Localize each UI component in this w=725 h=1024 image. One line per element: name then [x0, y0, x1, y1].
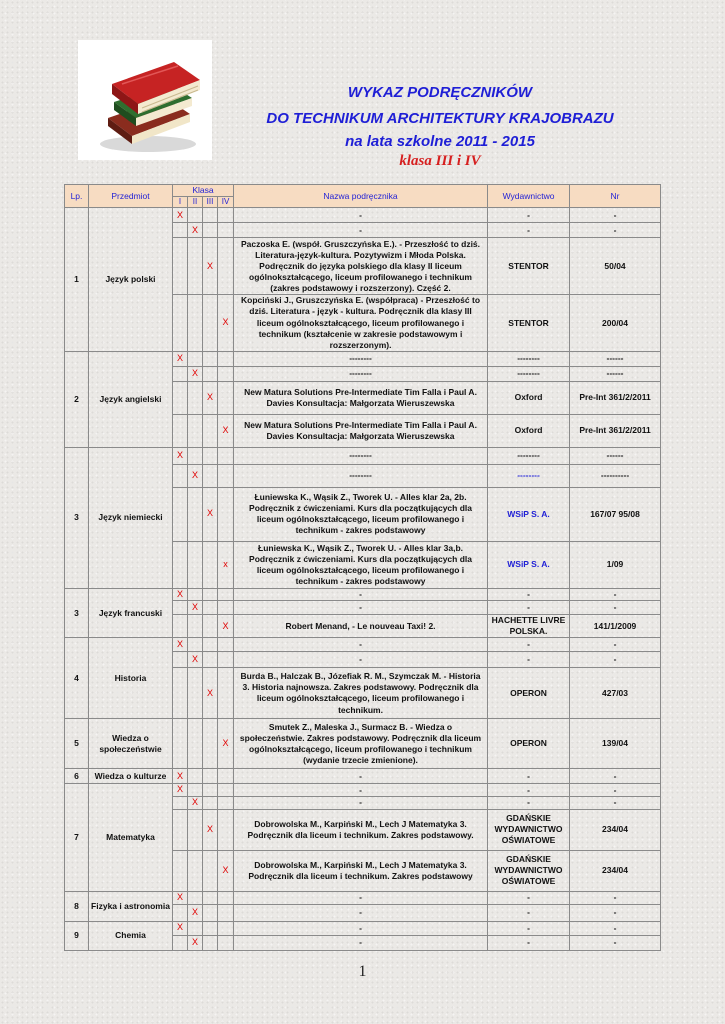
klasa-1-mark [173, 904, 188, 921]
book-title: - [234, 904, 488, 921]
row-subject: Język polski [89, 208, 173, 351]
klasa-1-mark: X [173, 351, 188, 366]
klasa-2-mark [188, 921, 203, 935]
klasa-1-mark [173, 809, 188, 850]
klasa-3-mark [203, 464, 218, 487]
klasa-3-mark [203, 797, 218, 810]
approval-number: 141/1/2009 [570, 615, 661, 638]
book-title: Kopciński J., Gruszczyńska E. (współpraca) - Przeszłość to dziś. Literatura - język - kultura. Podręcznik dla klasy III liceum ogólnokształcącego, liceum profilowanego i technikum (kształcenie w zakresie podstawowym i rozszerzonym). [234, 295, 488, 351]
page-number: 1 [358, 963, 367, 980]
klasa-2-mark: X [188, 797, 203, 810]
klasa-3-mark [203, 208, 218, 223]
klasa-4-mark [218, 351, 234, 366]
klasa-4-mark [218, 921, 234, 935]
publisher: -------- [488, 447, 570, 464]
row-subject: Fizyka i astronomia [89, 891, 173, 921]
klasa-1-mark [173, 487, 188, 541]
klasa-4-mark: X [218, 719, 234, 769]
table-row [65, 719, 661, 769]
klasa-2-mark: X [188, 366, 203, 381]
klasa-2-mark [188, 208, 203, 223]
publisher: Oxford [488, 381, 570, 414]
klasa-2-mark [188, 414, 203, 447]
row-lp: 8 [65, 891, 89, 921]
row-lp: 3 [65, 447, 89, 588]
klasa-4-mark [218, 809, 234, 850]
klasa-4-mark [218, 784, 234, 797]
books-logo [78, 40, 212, 160]
approval-number: 200/04 [570, 295, 661, 351]
klasa-1-mark [173, 850, 188, 891]
publisher: - [488, 208, 570, 223]
klasa-4-mark [218, 601, 234, 615]
book-title: -------- [234, 464, 488, 487]
publisher: WSiP S. A. [488, 487, 570, 541]
publisher: WSiP S. A. [488, 541, 570, 588]
col-przedmiot: Przedmiot [89, 185, 173, 208]
row-subject: Język francuski [89, 588, 173, 638]
klasa-3-mark [203, 366, 218, 381]
book-title: - [234, 652, 488, 668]
row-subject: Chemia [89, 921, 173, 950]
book-title: - [234, 769, 488, 784]
klasa-2-mark [188, 615, 203, 638]
klasa-3-mark: X [203, 238, 218, 295]
klasa-4-mark [218, 464, 234, 487]
klasa-3-mark [203, 921, 218, 935]
klasa-4-mark [218, 588, 234, 601]
publisher: - [488, 935, 570, 950]
publisher: - [488, 891, 570, 904]
klasa-4-mark [218, 668, 234, 719]
klasa-1-mark: X [173, 784, 188, 797]
book-title: Łuniewska K., Wąsik Z., Tworek U. - Alles klar 3a,b. Podręcznik z ćwiczeniami. Kurs dla początkujących dla liceum ogólnokształcącego, liceum profilowanego i technikum - zakres podstawowy [234, 541, 488, 588]
klasa-2-mark [188, 295, 203, 351]
row-lp: 2 [65, 351, 89, 447]
book-title: -------- [234, 366, 488, 381]
approval-number: - [570, 797, 661, 810]
klasa-3-mark [203, 223, 218, 238]
approval-number: ------ [570, 366, 661, 381]
table-row [65, 638, 661, 652]
publisher: - [488, 223, 570, 238]
klasa-4-mark [218, 935, 234, 950]
klasa-4-mark [218, 208, 234, 223]
publisher: - [488, 638, 570, 652]
row-subject: Historia [89, 638, 173, 719]
publisher: - [488, 769, 570, 784]
approval-number: Pre-Int 361/2/2011 [570, 381, 661, 414]
col-nazwa: Nazwa podręcznika [234, 185, 488, 208]
publisher: - [488, 652, 570, 668]
klasa-3-mark [203, 935, 218, 950]
book-title: New Matura Solutions Pre-Intermediate Tim Falla i Paul A. Davies Konsultacja: Małgorzata Wieruszewska [234, 414, 488, 447]
klasa-2-mark: X [188, 652, 203, 668]
klasa-4-mark [218, 487, 234, 541]
klasa-2-mark [188, 850, 203, 891]
col-klasa: Klasa [173, 185, 234, 197]
klasa-2-mark [188, 238, 203, 295]
table-row [65, 891, 661, 904]
textbook-table [64, 184, 661, 951]
book-title: -------- [234, 351, 488, 366]
klasa-3-mark [203, 850, 218, 891]
klasa-1-mark [173, 541, 188, 588]
klasa-4-mark: X [218, 615, 234, 638]
klasa-4-mark [218, 797, 234, 810]
klasa-1-mark [173, 366, 188, 381]
klasa-2-mark [188, 588, 203, 601]
klasa-4-mark: X [218, 850, 234, 891]
row-subject: Matematyka [89, 784, 173, 891]
klasa-2-mark [188, 784, 203, 797]
approval-number: 427/03 [570, 668, 661, 719]
approval-number: - [570, 652, 661, 668]
klasa-4-mark [218, 638, 234, 652]
klasa-2-mark [188, 447, 203, 464]
col-wydawnictwo: Wydawnictwo [488, 185, 570, 208]
row-subject: Język niemiecki [89, 447, 173, 588]
approval-number: ------ [570, 351, 661, 366]
col-lp: Lp. [65, 185, 89, 208]
row-lp: 9 [65, 921, 89, 950]
publisher: STENTOR [488, 238, 570, 295]
klasa-2-mark: X [188, 223, 203, 238]
table-row [65, 769, 661, 784]
approval-number: - [570, 769, 661, 784]
klasa-1-mark: X [173, 447, 188, 464]
klasa-4-mark [218, 891, 234, 904]
publisher: OPERON [488, 719, 570, 769]
title-line-3: na lata szkolne 2011 - 2015 [345, 133, 535, 150]
klasa-3-mark [203, 719, 218, 769]
publisher: - [488, 904, 570, 921]
publisher: -------- [488, 366, 570, 381]
book-title: - [234, 208, 488, 223]
book-title: - [234, 797, 488, 810]
title-line-4: klasa III i IV [399, 153, 481, 169]
publisher: -------- [488, 351, 570, 366]
klasa-1-mark: X [173, 638, 188, 652]
klasa-2-mark: X [188, 904, 203, 921]
klasa-4-mark [218, 904, 234, 921]
klasa-3-mark [203, 414, 218, 447]
approval-number: - [570, 784, 661, 797]
publisher: - [488, 601, 570, 615]
approval-number: ---------- [570, 464, 661, 487]
klasa-3-mark [203, 652, 218, 668]
row-lp: 3 [65, 588, 89, 638]
row-lp: 5 [65, 719, 89, 769]
approval-number: - [570, 638, 661, 652]
publisher: - [488, 921, 570, 935]
klasa-2-mark [188, 638, 203, 652]
approval-number: 167/07 95/08 [570, 487, 661, 541]
row-subject: Wiedza o kulturze [89, 769, 173, 784]
klasa-3-mark [203, 891, 218, 904]
row-lp: 1 [65, 208, 89, 351]
klasa-1-mark: X [173, 588, 188, 601]
klasa-1-mark: X [173, 921, 188, 935]
klasa-4-mark [218, 381, 234, 414]
col-klasa-3: III [203, 197, 218, 208]
approval-number: - [570, 891, 661, 904]
klasa-2-mark [188, 719, 203, 769]
klasa-4-mark: X [218, 295, 234, 351]
approval-number: - [570, 223, 661, 238]
klasa-4-mark [218, 238, 234, 295]
klasa-1-mark [173, 935, 188, 950]
approval-number: - [570, 935, 661, 950]
klasa-3-mark [203, 601, 218, 615]
klasa-2-mark [188, 381, 203, 414]
klasa-1-mark [173, 797, 188, 810]
book-title: - [234, 223, 488, 238]
klasa-2-mark: X [188, 601, 203, 615]
book-title: - [234, 891, 488, 904]
approval-number: - [570, 588, 661, 601]
klasa-3-mark [203, 769, 218, 784]
publisher: - [488, 784, 570, 797]
table-row [65, 784, 661, 797]
title-line-2: DO TECHNIKUM ARCHITEKTURY KRAJOBRAZU [266, 110, 614, 127]
klasa-2-mark [188, 769, 203, 784]
book-title: Łuniewska K., Wąsik Z., Tworek U. - Alles klar 2a, 2b. Podręcznik z ćwiczeniami. Kurs dla początkujących dla liceum ogólnokształcącego, liceum profilowanego i technikum - zakres podstawowy [234, 487, 488, 541]
publisher: - [488, 797, 570, 810]
approval-number: 139/04 [570, 719, 661, 769]
book-title: New Matura Solutions Pre-Intermediate Tim Falla i Paul A. Davies Konsultacja: Małgorzata Wieruszewska [234, 381, 488, 414]
book-title: Smutek Z., Maleska J., Surmacz B. - Wiedza o społeczeństwie. Zakres podstawowy. Podręcznik dla liceum ogólnokształcącego, liceum profilowanego i technikum (wydanie trzecie zmienione). [234, 719, 488, 769]
klasa-3-mark: X [203, 809, 218, 850]
klasa-3-mark [203, 904, 218, 921]
approval-number: 50/04 [570, 238, 661, 295]
klasa-3-mark [203, 295, 218, 351]
col-klasa-2: II [188, 197, 203, 208]
klasa-3-mark [203, 638, 218, 652]
book-title: - [234, 935, 488, 950]
title-line-1: WYKAZ PODRĘCZNIKÓW [347, 84, 533, 101]
book-title: - [234, 601, 488, 615]
klasa-4-mark [218, 652, 234, 668]
klasa-3-mark: X [203, 668, 218, 719]
book-title: Dobrowolska M., Karpiński M., Lech J Matematyka 3. Podręcznik dla liceum i technikum. Zakres podstawowy. [234, 809, 488, 850]
row-lp: 7 [65, 784, 89, 891]
klasa-1-mark [173, 223, 188, 238]
table-row [65, 588, 661, 601]
klasa-3-mark [203, 541, 218, 588]
klasa-3-mark [203, 588, 218, 601]
row-lp: 4 [65, 638, 89, 719]
book-title: -------- [234, 447, 488, 464]
approval-number: 1/09 [570, 541, 661, 588]
publisher: - [488, 588, 570, 601]
publisher: GDAŃSKIE WYDAWNICTWO OŚWIATOWE [488, 809, 570, 850]
klasa-1-mark [173, 615, 188, 638]
col-nr: Nr [570, 185, 661, 208]
klasa-3-mark [203, 615, 218, 638]
klasa-1-mark [173, 668, 188, 719]
approval-number: Pre-Int 361/2/2011 [570, 414, 661, 447]
book-title: Paczoska E. (współ. Gruszczyńska E.). - Przeszłość to dziś. Literatura-język-kultura. Pozytywizm i Młoda Polska. Podręcznik do języka polskiego dla klasy II liceum ogólnokształcącego, liceum profilowanego i technikum (zakres podstawowy i rozszerzony). Część 2. [234, 238, 488, 295]
book-title: Burda B., Halczak B., Józefiak R. M., Szymczak M. - Historia 3. Historia najnowsza. Zakres podstawowy. Podręcznik dla liceum ogólnokształcącego, liceum profilowanego i technikum. [234, 668, 488, 719]
table-row [65, 351, 661, 366]
table-row [65, 921, 661, 935]
publisher: GDAŃSKIE WYDAWNICTWO OŚWIATOWE [488, 850, 570, 891]
klasa-3-mark [203, 351, 218, 366]
klasa-1-mark: X [173, 891, 188, 904]
klasa-2-mark [188, 351, 203, 366]
klasa-3-mark: X [203, 381, 218, 414]
klasa-2-mark [188, 541, 203, 588]
klasa-2-mark: X [188, 464, 203, 487]
klasa-4-mark: X [218, 414, 234, 447]
klasa-2-mark [188, 809, 203, 850]
klasa-4-mark [218, 447, 234, 464]
klasa-4-mark: x [218, 541, 234, 588]
klasa-3-mark: X [203, 487, 218, 541]
book-title: - [234, 638, 488, 652]
publisher: STENTOR [488, 295, 570, 351]
col-klasa-4: IV [218, 197, 234, 208]
klasa-1-mark [173, 601, 188, 615]
publisher: Oxford [488, 414, 570, 447]
klasa-1-mark [173, 295, 188, 351]
klasa-1-mark [173, 719, 188, 769]
book-title: Robert Menand, - Le nouveau Taxi! 2. [234, 615, 488, 638]
klasa-4-mark [218, 366, 234, 381]
row-lp: 6 [65, 769, 89, 784]
table-row [65, 447, 661, 464]
klasa-1-mark [173, 381, 188, 414]
approval-number: 234/04 [570, 850, 661, 891]
klasa-3-mark [203, 447, 218, 464]
book-title: - [234, 784, 488, 797]
approval-number: - [570, 904, 661, 921]
klasa-4-mark [218, 223, 234, 238]
book-title: Dobrowolska M., Karpiński M., Lech J Matematyka 3. Podręcznik dla liceum i technikum. Zakres podstawowy [234, 850, 488, 891]
klasa-1-mark: X [173, 769, 188, 784]
row-subject: Język angielski [89, 351, 173, 447]
klasa-1-mark [173, 238, 188, 295]
klasa-2-mark: X [188, 935, 203, 950]
approval-number: ------ [570, 447, 661, 464]
approval-number: - [570, 921, 661, 935]
publisher: -------- [488, 464, 570, 487]
klasa-3-mark [203, 784, 218, 797]
table-body [65, 208, 661, 950]
klasa-2-mark [188, 487, 203, 541]
klasa-2-mark [188, 668, 203, 719]
book-title: - [234, 588, 488, 601]
klasa-2-mark [188, 891, 203, 904]
klasa-1-mark [173, 414, 188, 447]
book-title: - [234, 921, 488, 935]
klasa-1-mark [173, 464, 188, 487]
row-subject: Wiedza o społeczeństwie [89, 719, 173, 769]
klasa-1-mark: X [173, 208, 188, 223]
publisher: OPERON [488, 668, 570, 719]
col-klasa-1: I [173, 197, 188, 208]
approval-number: 234/04 [570, 809, 661, 850]
klasa-1-mark [173, 652, 188, 668]
approval-number: - [570, 601, 661, 615]
klasa-4-mark [218, 769, 234, 784]
approval-number: - [570, 208, 661, 223]
table-row [65, 208, 661, 223]
publisher: HACHETTE LIVRE POLSKA. [488, 615, 570, 638]
